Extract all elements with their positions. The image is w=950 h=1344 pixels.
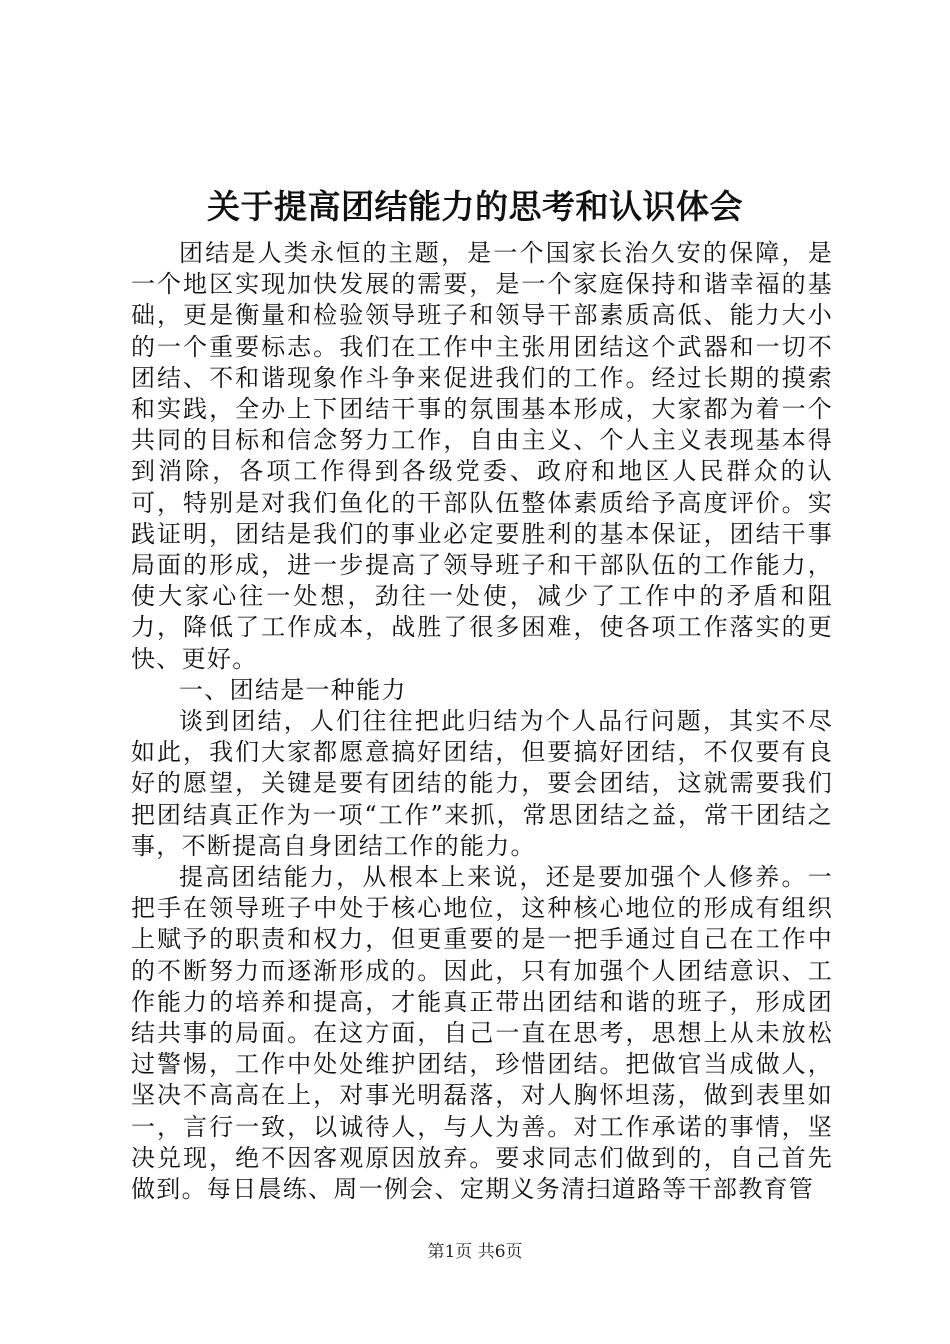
paragraph-section-1-b: 提高团结能力，从根本上来说，还是要加强个人修养。一把手在领导班子中处于核心地位，这种核心地位的形成有组织上赋予的职责和权力，但更重要的是一把手通过自己在工作中的不断努力而逐渐形成的。因此，只有加强个人团结意识、工作能力的培养和提高，才能真正带出团结和谐的班子，形成团结共事的局面。在这方面，自己一直在思考，思想上从未放松过警惕，工作中处处维护团结，珍惜团结。把做官当成做人，坚决不高高在上，对事光明磊落，对人胸怀坦荡，做到表里如一，言行一致，以诚待人，与人为善。对工作承诺的事情，坚决兑现，绝不因客观原因放弃。要求同志们做到的，自己首先做到。每日晨练、周一例会、定期义务清扫道路等干部教育管 [131,863,833,1204]
paragraph-section-1-a: 谈到团结，人们往往把此归结为个人品行问题，其实不尽如此，我们大家都愿意搞好团结，但要搞好团结，不仅要有良好的愿望，关键是要有团结的能力，要会团结，这就需要我们把团结真正作为一项“工作”来抓，常思团结之益，常干团结之事，不断提高自身团结工作的能力。 [131,707,833,860]
document-title: 关于提高团结能力的思考和认识体会 [207,187,743,226]
page-number-footer: 第1页 共6页 [427,1242,523,1262]
section-heading-1: 一、团结是一种能力 [179,675,407,704]
document-body [131,238,833,1205]
paragraph-intro: 团结是人类永恒的主题，是一个国家长治久安的保障，是一个地区实现加快发展的需要，是一个家庭保持和谐幸福的基础，更是衡量和检验领导班子和领导干部素质高低、能力大小的一个重要标志。我们在工作中主张用团结这个武器和一切不团结、不和谐现象作斗争来促进我们的工作。经过长期的摸索和实践，全办上下团结干事的氛围基本形成，大家都为着一个共同的目标和信念努力工作，自由主义、个人主义表现基本得到消除，各项工作得到各级党委、政府和地区人民群众的认可，特别是对我们鱼化的干部队伍整体素质给予高度评价。实践证明，团结是我们的事业必定要胜利的基本保证，团结干事局面的形成，进一步提高了领导班子和干部队伍的工作能力，使大家心往一处想，劲往一处使，减少了工作中的矛盾和阻力，降低了工作成本，战胜了很多困难，使各项工作落实的更快、更好。 [131,239,833,673]
